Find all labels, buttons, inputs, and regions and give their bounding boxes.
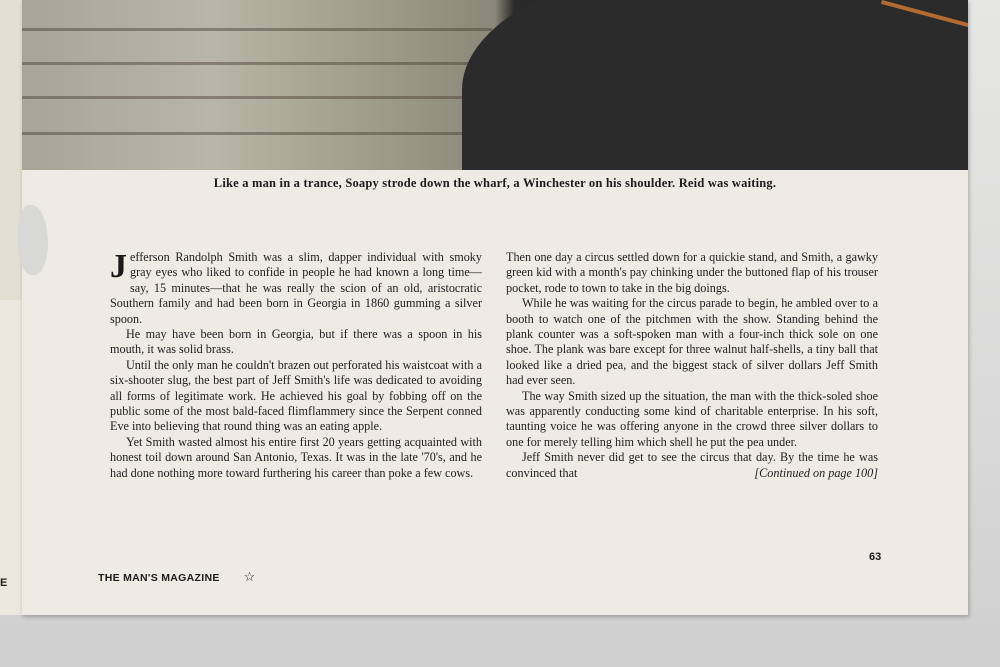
paragraph (506, 450, 878, 481)
page-number: 63 (869, 551, 882, 563)
paragraph-text: Jeff Smith never did get to see the circus that day. By the time he was convinced that (506, 450, 878, 480)
paragraph: Until the only man he couldn't brazen out perforated his waistcoat with a six-shooter slug, the best part of Jeff Smith's life was dedicated to avoiding all forms of legitimate work. He achieved his goal by fobbing off on the public some of the most bald-faced flimflammery since the Serpent conned Eve into believing that round thing was an eating apple. (110, 357, 482, 434)
left-sheet-letter: E (0, 577, 8, 589)
star-icon: ☆ (243, 569, 256, 584)
drop-cap: J (110, 248, 127, 285)
paragraph: While he was waiting for the circus parade to begin, he ambled over to a booth to watch one of the pitchmen with the show. Standing behind the plank counter was a soft-spoken man with a four-inch thick sole on one shoe. The plank was bare except for three walnut half-shells, a tiny ball that looked like a dried pea, and the biggest stack of silver dollars Jeff Smith had ever seen. (506, 296, 878, 388)
figure-shadow (462, 0, 968, 170)
magazine-page (22, 0, 968, 615)
paragraph: Then one day a circus settled down for a quickie stand, and Smith, a gawky green kid with a month's pay chinking under the buttoned flap of his trouser pocket, rode to town to take in the big doings. (506, 250, 878, 295)
continued-note: [Continued on page 100] (754, 465, 878, 480)
paragraph-text: efferson Randolph Smith was a slim, dapper individual with smoky gray eyes who liked to confide in people he had known a long time—say, 15 minutes—that he was really the scion of an old, aristocratic Southern family and had been born in Georgia in 1860 gumming a silver spoon. (110, 250, 482, 326)
footer-magazine-title (98, 569, 256, 585)
paragraph (110, 250, 482, 327)
paragraph: Yet Smith wasted almost his entire first 20 years getting acquainted with honest toil down around San Antonio, Texas. It was in the late '70's, and he had done nothing more toward furthering his career than poke a few cows. (110, 434, 482, 480)
photo-caption: Like a man in a trance, Soapy strode down the wharf, a Winchester on his shoulder. Reid was waiting. (213, 176, 777, 190)
illustration-photo (22, 0, 968, 170)
article-column-left (110, 250, 482, 481)
article-column-right (506, 250, 878, 481)
magazine-name: THE MAN'S MAGAZINE (98, 572, 220, 584)
paragraph: He may have been born in Georgia, but if there was a spoon in his mouth, it was solid brass. (110, 327, 482, 357)
paragraph: The way Smith sized up the situation, the man with the thick-soled shoe was apparently conducting some kind of charitable enterprise. In his soft, taunting voice he was offering anyone in the crowd three silver dollars to one for merely telling him which shell he put the pea under. (506, 388, 878, 449)
